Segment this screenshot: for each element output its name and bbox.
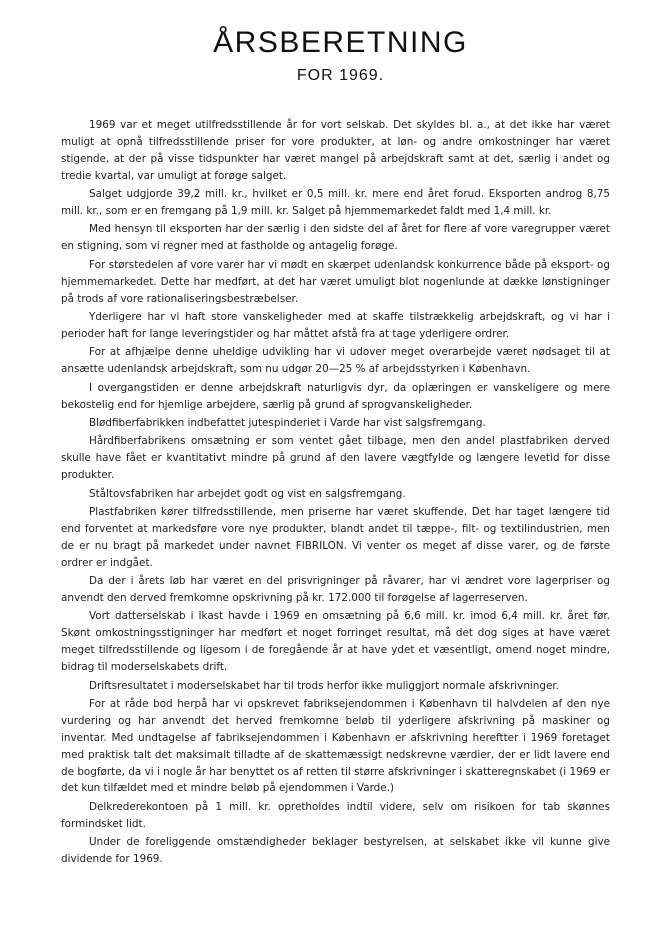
paragraph: Driftsresultatet i moderselskabet har til trods herfor ikke muliggjort normale afskrivninger.	[89, 679, 559, 692]
paragraph: 1969 var et meget utilfredsstillende år for vort selskab. Det skyldes bl. a., at det ikke har været muligt at opnå tilfredsstillende priser for vore produkter, at løn- og andre omkostninger har været stigende, at der på visse tidspunkter har været mangel på arbejdskraft samt at det, særlig i andet og tredie kvartal, var umuligt at forøge salget.	[61, 119, 610, 182]
report-body	[61, 117, 610, 868]
paragraph: For størstedelen af vore varer har vi mødt en skærpet udenlandsk konkurrence både på eksport- og hjemmemarkedet. Dette har medført, at det har været umuligt blot nogenlunde at dække lønstigninger på trods af vore rationaliseringsbestræbelser.	[61, 258, 610, 305]
paragraph: Ståltovsfabriken har arbejdet godt og vist en salgsfremgang.	[89, 487, 406, 500]
paragraph: Vort datterselskab i Ikast havde i 1969 en omsætning på 6,6 mill. kr. imod 6,4 mill. kr. året før. Skønt omkostningsstigninger har medført et noget forringet resultat, må det dog siges at have været meget tilfredsstillende og ligesom i de foregående år at have ydet et væsentligt, omend noget mindre, bidrag til moderselskabets drift.	[61, 610, 610, 674]
paragraph: Med hensyn til eksporten har der særlig i den sidste del af året for flere af vore varegrupper været en stigning, som vi regner med at fastholde og antagelig forøge.	[61, 223, 610, 253]
paragraph: Plastfabriken kører tilfredsstillende, men priserne har været skuffende. Det har taget længere tid end forventet at markedsføre vore nye produkter, blandt andet til tæppe-, filt- og textilindustrien, men de er nu bragt på markedet under navnet FIBRILON. Vi venter os meget af disse varer, og de første ordrer er indgået.	[61, 505, 610, 569]
paragraph: Salget udgjorde 39,2 mill. kr., hvilket er 0,5 mill. kr. mere end året forud. Eksporten androg 8,75 mill. kr., som er en fremgang på 1,9 mill. kr. Salget på hjemmemarkedet faldt med 1,4 mill. kr.	[61, 188, 610, 218]
paragraph: Blødfiberfabrikken indbefattet jutespinderiet i Varde har vist salgsfremgang.	[89, 416, 486, 429]
page-title: ÅRSBERETNING	[213, 26, 468, 59]
paragraph: Under de foreliggende omstændigheder beklager bestyrelsen, at selskabet ikke vil kunne give dividende for 1969.	[61, 836, 610, 866]
paragraph: Yderligere har vi haft store vanskeligheder med at skaffe tilstrækkelig arbejdskraft, og vi har i perioder haft for lange leveringstider og har måttet afstå fra at tage yderligere ordrer.	[61, 310, 610, 340]
page-subtitle: FOR 1969.	[296, 67, 385, 84]
paragraph: Delkrederekontoen på 1 mill. kr. opretholdes indtil videre, selv om risikoen for tab skønnes formindsket lidt.	[61, 800, 610, 830]
paragraph: Da der i årets løb har været en del prisvrigninger på råvarer, har vi ændret vore lagerpriser og anvendt den derved fremkomne opskrivning på kr. 172.000 til forøgelse af lagerreserven.	[61, 575, 610, 604]
paragraph: For at afhjælpe denne uheldige udvikling har vi udover meget overarbejde været nødsaget til at ansætte udenlandsk arbejdskraft, som nu udgør 20—25 % af arbejdsstyrken i København.	[61, 346, 610, 376]
paragraph: For at råde bod herpå har vi opskrevet fabriksejendommen i København til halvdelen af den nye vurdering og har anvendt det herved fremkomne beløb til yderligere afskrivning på maskiner og inventar. Med undtagelse af fabriksejendommen i København er afskrivning hereftter i 1969 foretaget med praktisk talt det maksimalt tilladte af de skattemæssigt nedskrevne værdier, der er lidt lavere end de bogførte, da vi i nogle år har benyttet os af retten til større afskrivninger i skatteregnskabet (i 1969 er det kun tilfældet med et mindre beløb på ejendommen i Varde.)	[61, 697, 610, 795]
paragraph: Hårdfiberfabrikens omsætning er som ventet gået tilbage, men den andel plastfabriken derved skulle have fået er kvantitativt mindre på grund af den lavere vægtfylde og længere levetid for disse produkter.	[61, 435, 610, 482]
paragraph: I overgangstiden er denne arbejdskraft naturligvis dyr, da oplæringen er vanskeligere og mere bekostelig end for hjemlige arbejdere, særlig på grund af sprogvanskeligheder.	[61, 381, 610, 411]
